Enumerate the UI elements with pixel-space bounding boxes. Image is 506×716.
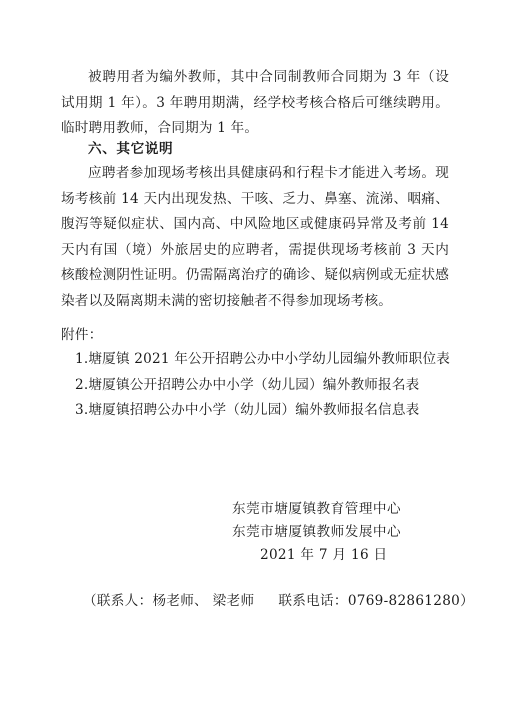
signature-org-teacher-center: 东莞市塘厦镇教师发展中心 (232, 524, 402, 540)
signature-date: 2021 年 7 月 16 日 (260, 547, 388, 563)
attachment-item-1: 1.塘厦镇 2021 年公开招聘公办中小学幼儿园编外教师职位表 (75, 351, 451, 367)
contact-persons: （联系人：杨老师、 梁老师 (83, 593, 255, 609)
attachment-item-2: 2.塘厦镇公开招聘公办中小学（幼儿园）编外教师报名表 (75, 376, 420, 393)
paragraph-contract-terms: 被聘用者为编外教师，其中合同制教师合同期为 3 年（设试用期 1 年）。3 年聘用期满，经学校考核合格后可继续聘用。临时聘用教师，合同期为 1 年。 (61, 69, 449, 136)
signature-org-education-center: 东莞市塘厦镇教育管理中心 (232, 501, 402, 517)
section-heading-other-notes: 六、其它说明 (88, 141, 174, 157)
paragraph-health-requirements: 应聘者参加现场考核出具健康码和行程卡才能进入考场。现场考核前 14 天内出现发热、干咳、乏力、鼻塞、流涕、咽痛、腹泻等疑似症状、国内高、中风险地区或健康码异常及考前 14 天内有国（境）外旅居史的应聘者，需提供现场考核前 3 天内核酸检测阴性证明。仍需隔离治疗的确诊、疑似病例或无症状感染者以及隔离期未满的密切接触者不得参加现场考核。 (61, 165, 449, 309)
attachments-list (75, 347, 450, 424)
contact-phone: 联系电话：0769-82861280） (278, 593, 474, 609)
attachment-item-3: 3.塘厦镇招聘公办中小学（幼儿园）编外教师报名信息表 (75, 402, 420, 418)
contact-line (83, 589, 474, 609)
attachments-label: 附件： (61, 327, 103, 343)
